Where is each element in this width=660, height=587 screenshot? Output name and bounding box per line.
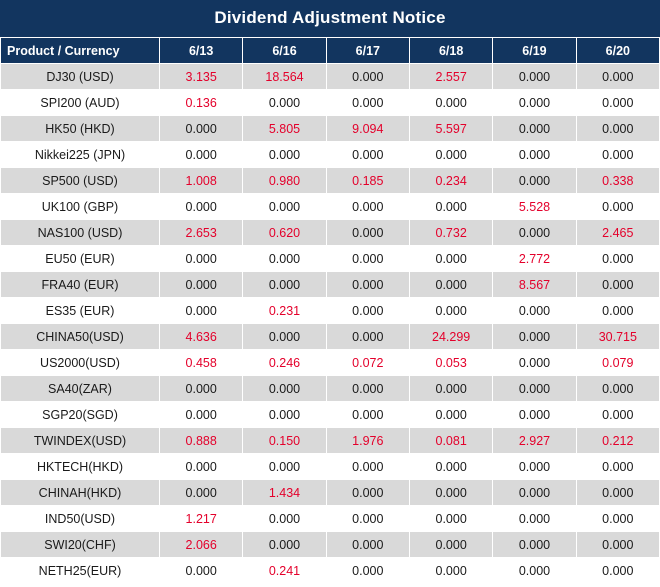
- value-cell: 0.000: [409, 272, 492, 298]
- value-cell: 2.557: [409, 64, 492, 90]
- value-cell: 0.000: [326, 324, 409, 350]
- value-cell: 0.000: [576, 272, 659, 298]
- value-cell: 0.888: [160, 428, 243, 454]
- value-cell: 0.620: [243, 220, 326, 246]
- value-cell: 0.000: [243, 272, 326, 298]
- value-cell: 0.000: [409, 558, 492, 584]
- value-cell: 5.805: [243, 116, 326, 142]
- value-cell: 0.338: [576, 168, 659, 194]
- value-cell: 0.000: [326, 142, 409, 168]
- product-cell: SWI20(CHF): [1, 532, 160, 558]
- value-cell: 0.000: [326, 376, 409, 402]
- value-cell: 0.000: [326, 272, 409, 298]
- value-cell: 0.000: [576, 116, 659, 142]
- product-cell: US2000(USD): [1, 350, 160, 376]
- table-row: [1, 428, 660, 454]
- value-cell: 5.528: [493, 194, 576, 220]
- value-cell: 1.008: [160, 168, 243, 194]
- value-cell: 0.079: [576, 350, 659, 376]
- value-cell: 0.000: [160, 558, 243, 584]
- value-cell: 0.000: [576, 402, 659, 428]
- value-cell: 0.000: [493, 350, 576, 376]
- value-cell: 0.000: [493, 532, 576, 558]
- column-header-product: Product / Currency: [1, 38, 160, 64]
- product-cell: Nikkei225 (JPN): [1, 142, 160, 168]
- column-header-date-6: 6/20: [576, 38, 659, 64]
- value-cell: 0.000: [160, 298, 243, 324]
- product-cell: CHINAH(HKD): [1, 480, 160, 506]
- value-cell: 0.000: [160, 194, 243, 220]
- value-cell: 0.000: [493, 90, 576, 116]
- value-cell: 0.000: [409, 194, 492, 220]
- value-cell: 0.000: [243, 246, 326, 272]
- value-cell: 0.000: [243, 506, 326, 532]
- product-cell: HKTECH(HKD): [1, 454, 160, 480]
- value-cell: 0.000: [409, 454, 492, 480]
- product-cell: FRA40 (EUR): [1, 272, 160, 298]
- value-cell: 0.000: [243, 324, 326, 350]
- value-cell: 0.000: [493, 168, 576, 194]
- value-cell: 1.976: [326, 428, 409, 454]
- value-cell: 0.000: [160, 142, 243, 168]
- table-row: [1, 350, 660, 376]
- value-cell: 0.000: [409, 90, 492, 116]
- value-cell: 9.094: [326, 116, 409, 142]
- value-cell: 0.000: [576, 532, 659, 558]
- value-cell: 0.000: [243, 402, 326, 428]
- column-header-date-4: 6/18: [409, 38, 492, 64]
- value-cell: 0.234: [409, 168, 492, 194]
- value-cell: 0.000: [576, 376, 659, 402]
- value-cell: 0.000: [493, 142, 576, 168]
- value-cell: 0.241: [243, 558, 326, 584]
- value-cell: 0.000: [576, 194, 659, 220]
- value-cell: 0.000: [576, 454, 659, 480]
- value-cell: 0.000: [243, 194, 326, 220]
- dividend-table: [0, 37, 660, 584]
- value-cell: 0.000: [409, 506, 492, 532]
- column-header-date-3: 6/17: [326, 38, 409, 64]
- table-row: [1, 194, 660, 220]
- value-cell: 0.000: [243, 142, 326, 168]
- product-cell: CHINA50(USD): [1, 324, 160, 350]
- table-row: [1, 64, 660, 90]
- table-row: [1, 402, 660, 428]
- value-cell: 0.150: [243, 428, 326, 454]
- value-cell: 0.000: [326, 532, 409, 558]
- value-cell: 0.000: [576, 90, 659, 116]
- value-cell: 2.465: [576, 220, 659, 246]
- product-cell: NETH25(EUR): [1, 558, 160, 584]
- value-cell: 0.053: [409, 350, 492, 376]
- table-header: [1, 38, 660, 64]
- page-title: Dividend Adjustment Notice: [0, 0, 660, 37]
- value-cell: 0.000: [493, 116, 576, 142]
- value-cell: 0.000: [409, 376, 492, 402]
- value-cell: 0.000: [160, 116, 243, 142]
- value-cell: 0.000: [493, 324, 576, 350]
- product-cell: DJ30 (USD): [1, 64, 160, 90]
- value-cell: 0.000: [326, 480, 409, 506]
- value-cell: 3.135: [160, 64, 243, 90]
- value-cell: 0.000: [243, 90, 326, 116]
- value-cell: 30.715: [576, 324, 659, 350]
- table-body: [1, 64, 660, 584]
- value-cell: 0.000: [326, 246, 409, 272]
- value-cell: 0.000: [326, 194, 409, 220]
- value-cell: 0.000: [493, 480, 576, 506]
- value-cell: 0.000: [160, 402, 243, 428]
- value-cell: 0.000: [326, 90, 409, 116]
- value-cell: 0.000: [326, 558, 409, 584]
- value-cell: 0.000: [160, 272, 243, 298]
- column-header-date-1: 6/13: [160, 38, 243, 64]
- table-row: [1, 90, 660, 116]
- table-row: [1, 558, 660, 584]
- value-cell: 0.000: [409, 246, 492, 272]
- value-cell: 0.072: [326, 350, 409, 376]
- value-cell: 0.000: [326, 506, 409, 532]
- value-cell: 0.000: [160, 376, 243, 402]
- product-cell: IND50(USD): [1, 506, 160, 532]
- value-cell: 0.000: [243, 376, 326, 402]
- value-cell: 0.000: [409, 402, 492, 428]
- value-cell: 0.000: [576, 142, 659, 168]
- value-cell: 24.299: [409, 324, 492, 350]
- value-cell: 0.000: [576, 298, 659, 324]
- value-cell: 0.000: [326, 454, 409, 480]
- product-cell: SP500 (USD): [1, 168, 160, 194]
- value-cell: 0.000: [493, 558, 576, 584]
- value-cell: 0.000: [160, 246, 243, 272]
- value-cell: 0.000: [409, 142, 492, 168]
- value-cell: 1.434: [243, 480, 326, 506]
- product-cell: SA40(ZAR): [1, 376, 160, 402]
- value-cell: 2.653: [160, 220, 243, 246]
- value-cell: 0.000: [326, 298, 409, 324]
- value-cell: 0.000: [576, 558, 659, 584]
- table-row: [1, 298, 660, 324]
- value-cell: 0.000: [493, 506, 576, 532]
- value-cell: 0.000: [493, 454, 576, 480]
- product-cell: NAS100 (USD): [1, 220, 160, 246]
- value-cell: 0.000: [326, 220, 409, 246]
- product-cell: UK100 (GBP): [1, 194, 160, 220]
- value-cell: 0.458: [160, 350, 243, 376]
- value-cell: 0.081: [409, 428, 492, 454]
- table-row: [1, 454, 660, 480]
- value-cell: 0.185: [326, 168, 409, 194]
- value-cell: 2.066: [160, 532, 243, 558]
- value-cell: 0.000: [576, 246, 659, 272]
- value-cell: 2.927: [493, 428, 576, 454]
- table-row: [1, 168, 660, 194]
- table-row: [1, 142, 660, 168]
- product-cell: TWINDEX(USD): [1, 428, 160, 454]
- value-cell: 5.597: [409, 116, 492, 142]
- value-cell: 0.000: [409, 532, 492, 558]
- product-cell: SGP20(SGD): [1, 402, 160, 428]
- column-header-date-2: 6/16: [243, 38, 326, 64]
- value-cell: 0.000: [493, 64, 576, 90]
- table-row: [1, 246, 660, 272]
- value-cell: 2.772: [493, 246, 576, 272]
- value-cell: 0.000: [160, 454, 243, 480]
- value-cell: 8.567: [493, 272, 576, 298]
- value-cell: 18.564: [243, 64, 326, 90]
- value-cell: 4.636: [160, 324, 243, 350]
- product-cell: HK50 (HKD): [1, 116, 160, 142]
- table-row: [1, 532, 660, 558]
- table-row: [1, 220, 660, 246]
- value-cell: 0.246: [243, 350, 326, 376]
- value-cell: 0.212: [576, 428, 659, 454]
- value-cell: 0.000: [493, 376, 576, 402]
- value-cell: 0.000: [576, 480, 659, 506]
- column-header-date-5: 6/19: [493, 38, 576, 64]
- table-row: [1, 324, 660, 350]
- value-cell: 0.000: [493, 298, 576, 324]
- table-row: [1, 116, 660, 142]
- product-cell: EU50 (EUR): [1, 246, 160, 272]
- value-cell: 0.000: [409, 480, 492, 506]
- table-row: [1, 506, 660, 532]
- value-cell: 0.000: [493, 402, 576, 428]
- value-cell: 0.000: [243, 454, 326, 480]
- value-cell: 0.000: [409, 298, 492, 324]
- value-cell: 0.000: [326, 64, 409, 90]
- table-header-row: [1, 38, 660, 64]
- value-cell: 0.000: [326, 402, 409, 428]
- table-row: [1, 272, 660, 298]
- value-cell: 0.732: [409, 220, 492, 246]
- value-cell: 0.136: [160, 90, 243, 116]
- value-cell: 0.000: [243, 532, 326, 558]
- value-cell: 0.000: [493, 220, 576, 246]
- value-cell: 1.217: [160, 506, 243, 532]
- value-cell: 0.231: [243, 298, 326, 324]
- value-cell: 0.000: [576, 64, 659, 90]
- table-row: [1, 376, 660, 402]
- table-row: [1, 480, 660, 506]
- value-cell: 0.980: [243, 168, 326, 194]
- value-cell: 0.000: [160, 480, 243, 506]
- value-cell: 0.000: [576, 506, 659, 532]
- product-cell: SPI200 (AUD): [1, 90, 160, 116]
- product-cell: ES35 (EUR): [1, 298, 160, 324]
